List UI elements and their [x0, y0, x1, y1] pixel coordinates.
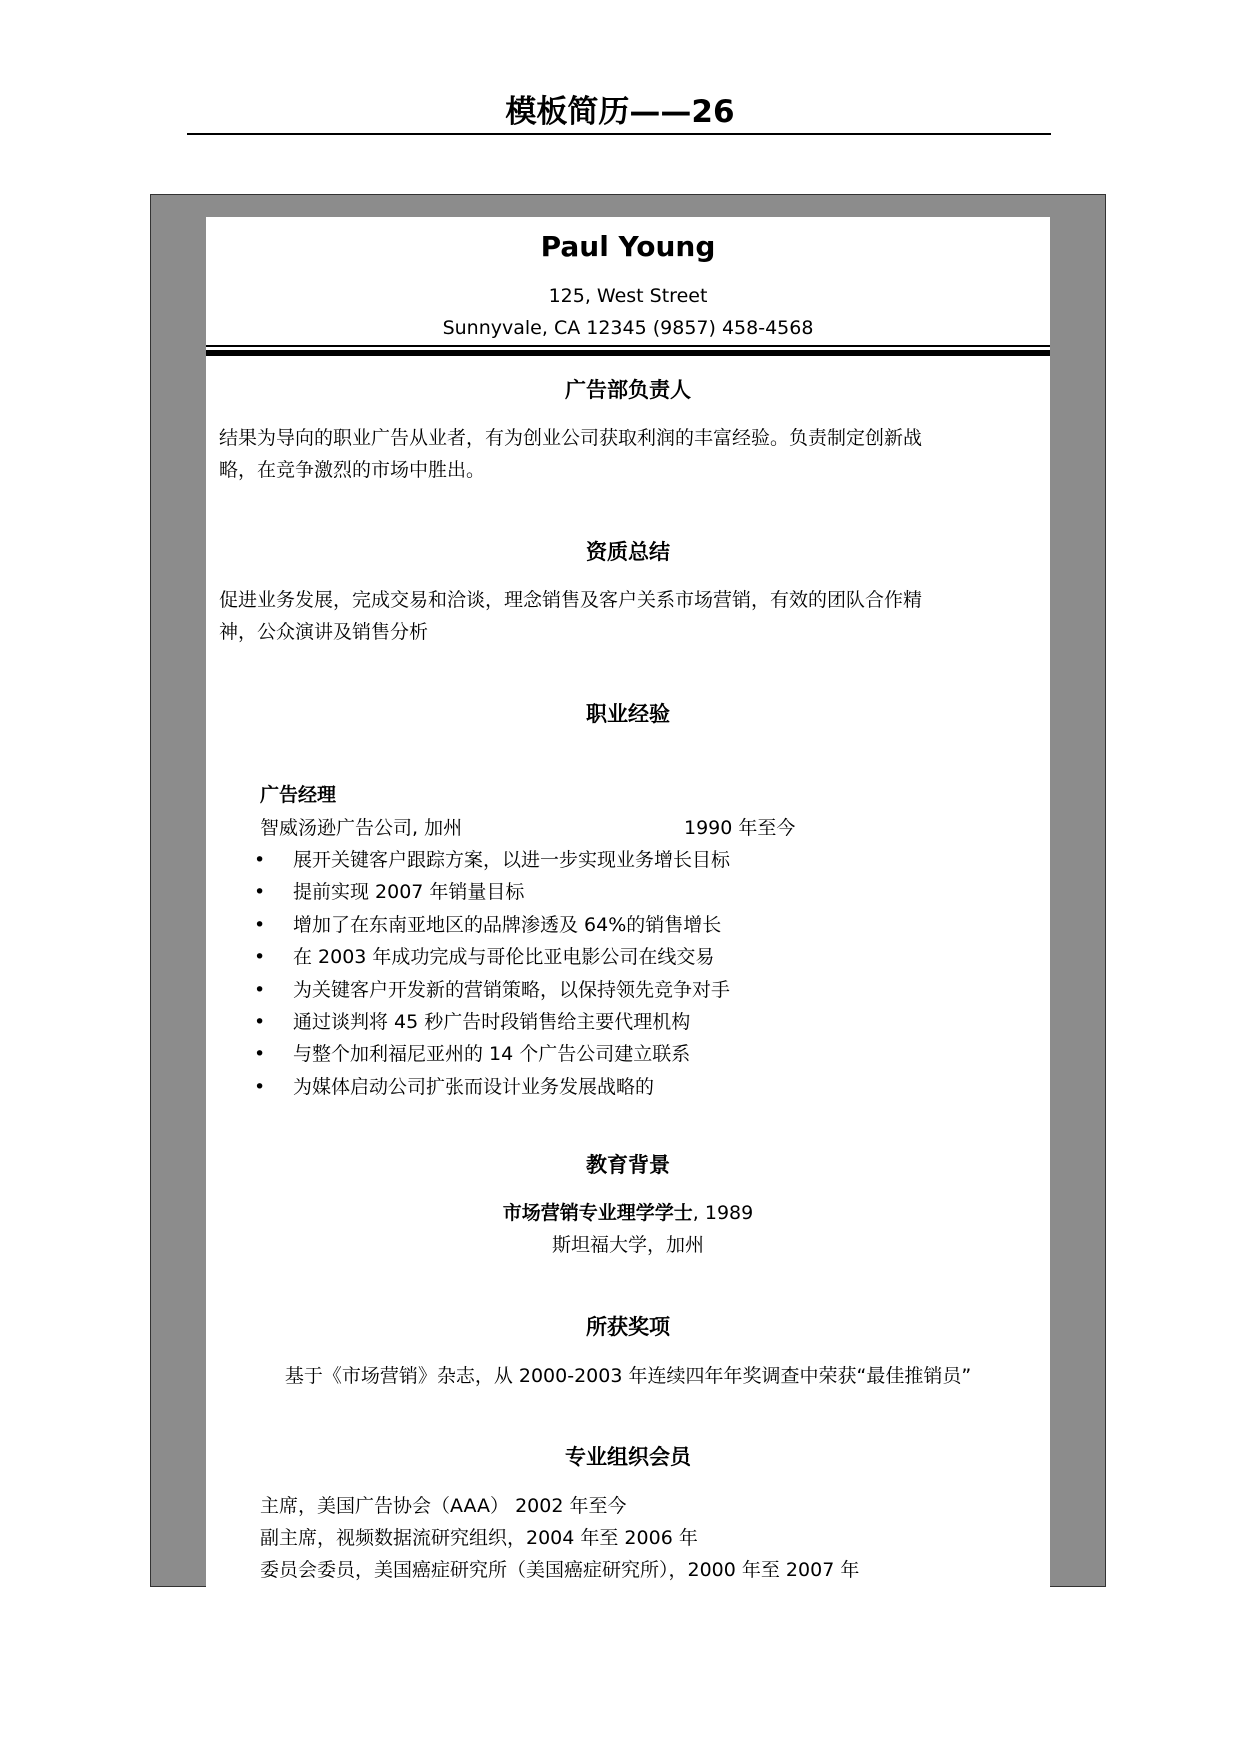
bullet-icon: • — [254, 1043, 266, 1066]
address-line-1: 125, West Street — [548, 285, 708, 307]
experience-bullet: 增加了在东南亚地区的品牌渗透及 64%的销售增长 — [293, 913, 722, 936]
experience-bullet: 为媒体启动公司扩张而设计业务发展战略的 — [293, 1075, 655, 1098]
degree-line — [206, 1197, 1050, 1229]
bullet-icon: • — [254, 946, 266, 969]
objective-line: 结果为导向的职业广告从业者，有为创业公司获取利润的丰富经验。负责制定创新战 — [219, 427, 923, 449]
bullet-icon: • — [254, 849, 266, 871]
objective-line: 略，在竞争激烈的市场中胜出。 — [219, 459, 486, 481]
membership-item: 副主席，视频数据流研究组织，2004 年至 2006 年 — [260, 1527, 698, 1549]
summary-line: 促进业务发展，完成交易和洽谈，理念销售及客户关系市场营销，有效的团队合作精 — [219, 589, 923, 611]
bullet-icon: • — [254, 1011, 266, 1033]
degree: 市场营销专业理学学士 — [502, 1202, 693, 1224]
experience-heading: 职业经验 — [586, 702, 670, 726]
experience-bullet: 提前实现 2007 年销量目标 — [293, 881, 525, 904]
bullet-icon: • — [254, 1075, 266, 1098]
candidate-name: Paul Young — [540, 230, 716, 263]
experience-bullet: 通过谈判将 45 秒广告时段销售给主要代理机构 — [293, 1011, 691, 1033]
experience-bullet: 为关键客户开发新的营销策略，以保持领先竞争对手 — [293, 978, 731, 1001]
membership-item: 委员会委员，美国癌症研究所（美国癌症研究所），2000 年至 2007 年 — [260, 1559, 860, 1581]
awards-heading: 所获奖项 — [586, 1315, 670, 1339]
experience-bullet: 与整个加利福尼亚州的 14 个广告公司建立联系 — [293, 1043, 691, 1066]
membership-item: 主席，美国广告协会（AAA） 2002 年至今 — [260, 1495, 627, 1517]
school: 斯坦福大学，加州 — [551, 1234, 704, 1256]
summary-heading: 资质总结 — [586, 540, 670, 564]
objective-heading: 广告部负责人 — [565, 378, 691, 402]
memberships-heading: 专业组织会员 — [565, 1445, 691, 1469]
education-heading: 教育背景 — [586, 1153, 670, 1177]
document-title: 模板简历——26 — [505, 94, 735, 130]
job-title: 广告经理 — [260, 784, 337, 806]
degree-year: , 1989 — [692, 1202, 754, 1224]
company: 智威汤逊广告公司, 加州 — [260, 817, 463, 839]
title-divider — [187, 133, 1051, 135]
header-divider-thin — [206, 345, 1050, 347]
experience-bullet: 在 2003 年成功完成与哥伦比亚电影公司在线交易 — [293, 946, 715, 969]
experience-bullet: 展开关键客户跟踪方案，以进一步实现业务增长目标 — [293, 849, 731, 871]
summary-line: 神，公众演讲及销售分析 — [219, 621, 429, 643]
bullet-icon: • — [254, 913, 266, 936]
header-divider-thick — [206, 350, 1050, 356]
address-line-2: Sunnyvale, CA 12345 (9857) 458-4568 — [442, 317, 814, 339]
bullet-icon: • — [254, 978, 266, 1001]
job-dates: 1990 年至今 — [684, 817, 796, 839]
award-text: 基于《市场营销》杂志，从 2000-2003 年连续四年年奖调查中荣获“最佳推销员” — [284, 1365, 972, 1387]
bullet-icon: • — [254, 881, 266, 904]
